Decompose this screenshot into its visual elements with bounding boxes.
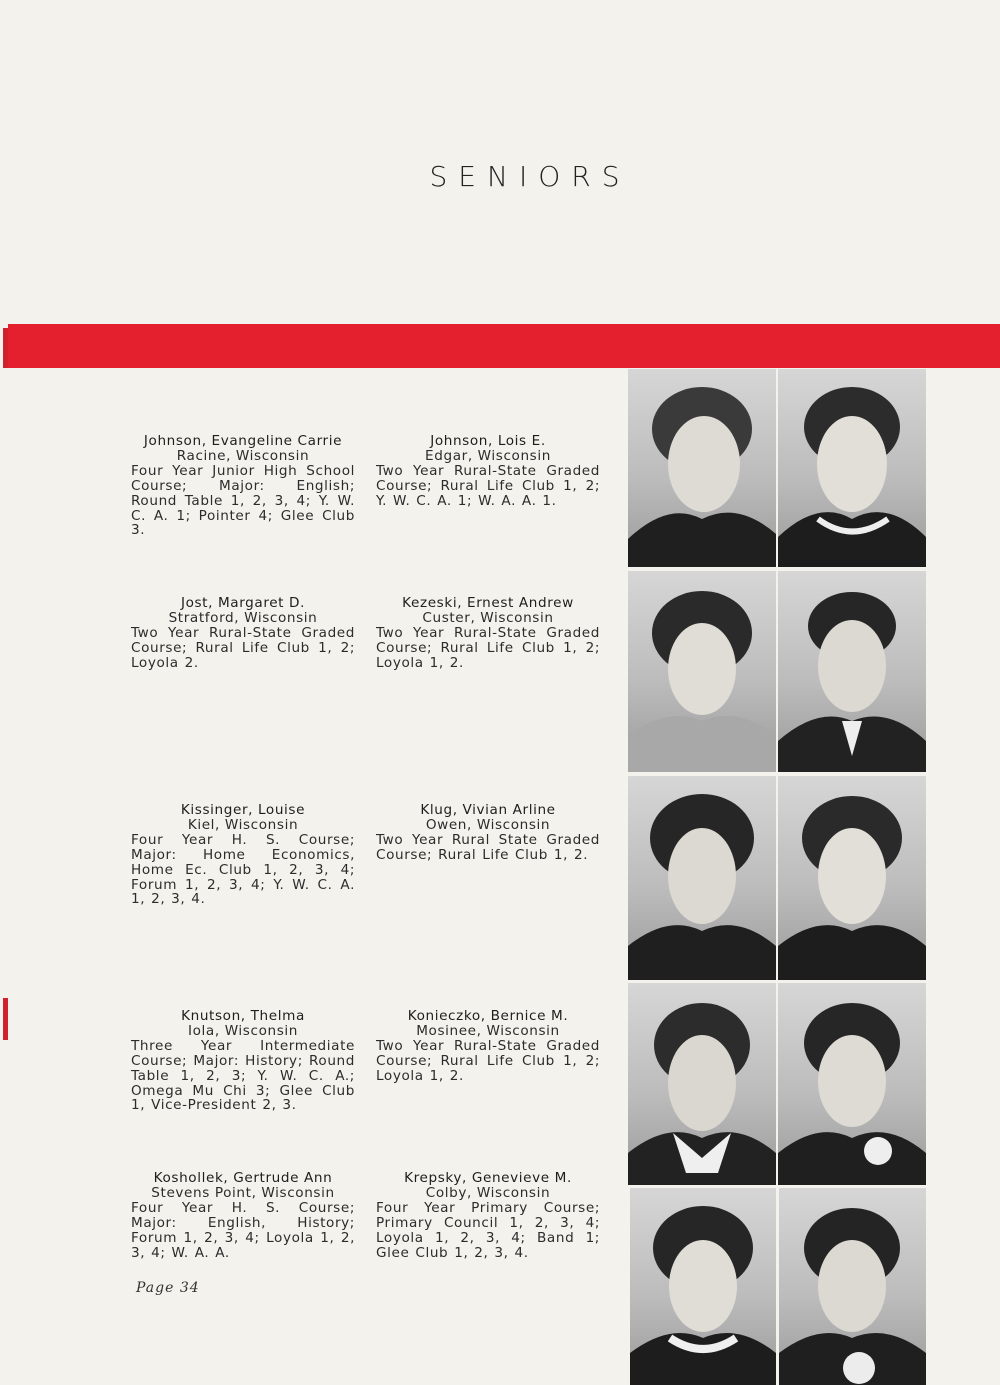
senior-entry <box>376 1171 600 1260</box>
senior-hometown: Stevens Point, Wisconsin <box>151 1184 335 1201</box>
senior-entry <box>131 1009 355 1113</box>
senior-hometown: Racine, Wisconsin <box>176 447 310 464</box>
senior-hometown: Stratford, Wisconsin <box>168 609 318 626</box>
senior-entry <box>131 1171 355 1260</box>
page-number: Page 34 <box>136 1280 200 1296</box>
senior-activities: Four Year Junior High School Course; Major: English; Round Table 1, 2, 3, 4; Y. W. C. A. 1; Pointer 4; Glee Club 3. <box>131 462 355 539</box>
senior-entry <box>376 803 600 863</box>
senior-activities: Two Year Rural-State Graded Course; Rural Life Club 1, 2; Loyola 1, 2. <box>376 624 600 671</box>
senior-name: Knutson, Thelma <box>181 1008 305 1024</box>
senior-entry <box>131 434 355 538</box>
senior-entry <box>376 596 600 671</box>
senior-activities: Four Year H. S. Course; Major: English, History; Forum 1, 2, 3, 4; Loyola 1, 2, 3, 4; W. A. A. <box>131 1199 355 1261</box>
senior-portrait-photo <box>628 369 776 567</box>
senior-portrait-photo <box>778 369 926 567</box>
senior-name: Koshollek, Gertrude Ann <box>153 1170 333 1186</box>
senior-portrait-photo <box>628 776 776 980</box>
senior-entry <box>131 596 355 671</box>
red-margin-tick <box>3 998 8 1040</box>
senior-name: Krepsky, Genevieve M. <box>404 1170 572 1186</box>
senior-activities: Two Year Rural-State Graded Course; Rural Life Club 1, 2; Loyola 1, 2. <box>376 1037 600 1084</box>
senior-hometown: Iola, Wisconsin <box>188 1022 298 1039</box>
senior-entry <box>376 434 600 509</box>
senior-portrait-photo <box>779 1188 926 1385</box>
senior-portrait-photo <box>630 1188 776 1385</box>
senior-name: Johnson, Evangeline Carrie <box>143 433 343 449</box>
senior-name: Johnson, Lois E. <box>430 433 546 449</box>
senior-activities: Two Year Rural State Graded Course; Rural Life Club 1, 2. <box>376 831 600 863</box>
senior-name: Klug, Vivian Arline <box>420 802 556 818</box>
red-header-band <box>8 324 1000 368</box>
senior-entry <box>131 803 355 907</box>
page-title: SENIORS <box>429 160 631 193</box>
senior-portrait-photo <box>628 571 776 772</box>
senior-activities: Four Year Primary Course; Primary Council 1, 2, 3, 4; Loyola 1, 2, 3, 4; Band 1; Glee Club 1, 2, 3, 4. <box>376 1199 600 1261</box>
senior-hometown: Colby, Wisconsin <box>425 1184 551 1201</box>
senior-hometown: Edgar, Wisconsin <box>425 447 551 464</box>
senior-activities: Four Year H. S. Course; Major: Home Economics, Home Ec. Club 1, 2, 3, 4; Forum 1, 2, 3, 4; Y. W. C. A. 1, 2, 3, 4. <box>131 831 355 908</box>
senior-activities: Three Year Intermediate Course; Major: History; Round Table 1, 2, 3; Y. W. C. A.; Omega Mu Chi 3; Glee Club 1, Vice-President 2, 3. <box>131 1037 355 1114</box>
senior-activities: Two Year Rural-State Graded Course; Rural Life Club 1, 2; Loyola 2. <box>131 624 355 671</box>
senior-name: Kezeski, Ernest Andrew <box>402 595 574 611</box>
senior-portrait-photo <box>778 983 926 1185</box>
senior-portrait-photo <box>628 983 776 1185</box>
red-margin-tick <box>3 328 8 368</box>
senior-hometown: Kiel, Wisconsin <box>187 816 299 833</box>
senior-hometown: Mosinee, Wisconsin <box>416 1022 560 1039</box>
senior-hometown: Owen, Wisconsin <box>425 816 551 833</box>
senior-name: Konieczko, Bernice M. <box>407 1008 569 1024</box>
senior-activities: Two Year Rural-State Graded Course; Rural Life Club 1, 2; Y. W. C. A. 1; W. A. A. 1. <box>376 462 600 509</box>
senior-portrait-photo <box>778 571 926 772</box>
senior-entry <box>376 1009 600 1084</box>
senior-hometown: Custer, Wisconsin <box>422 609 554 626</box>
senior-name: Kissinger, Louise <box>180 802 306 818</box>
senior-name: Jost, Margaret D. <box>180 595 306 611</box>
senior-portrait-photo <box>778 776 926 980</box>
